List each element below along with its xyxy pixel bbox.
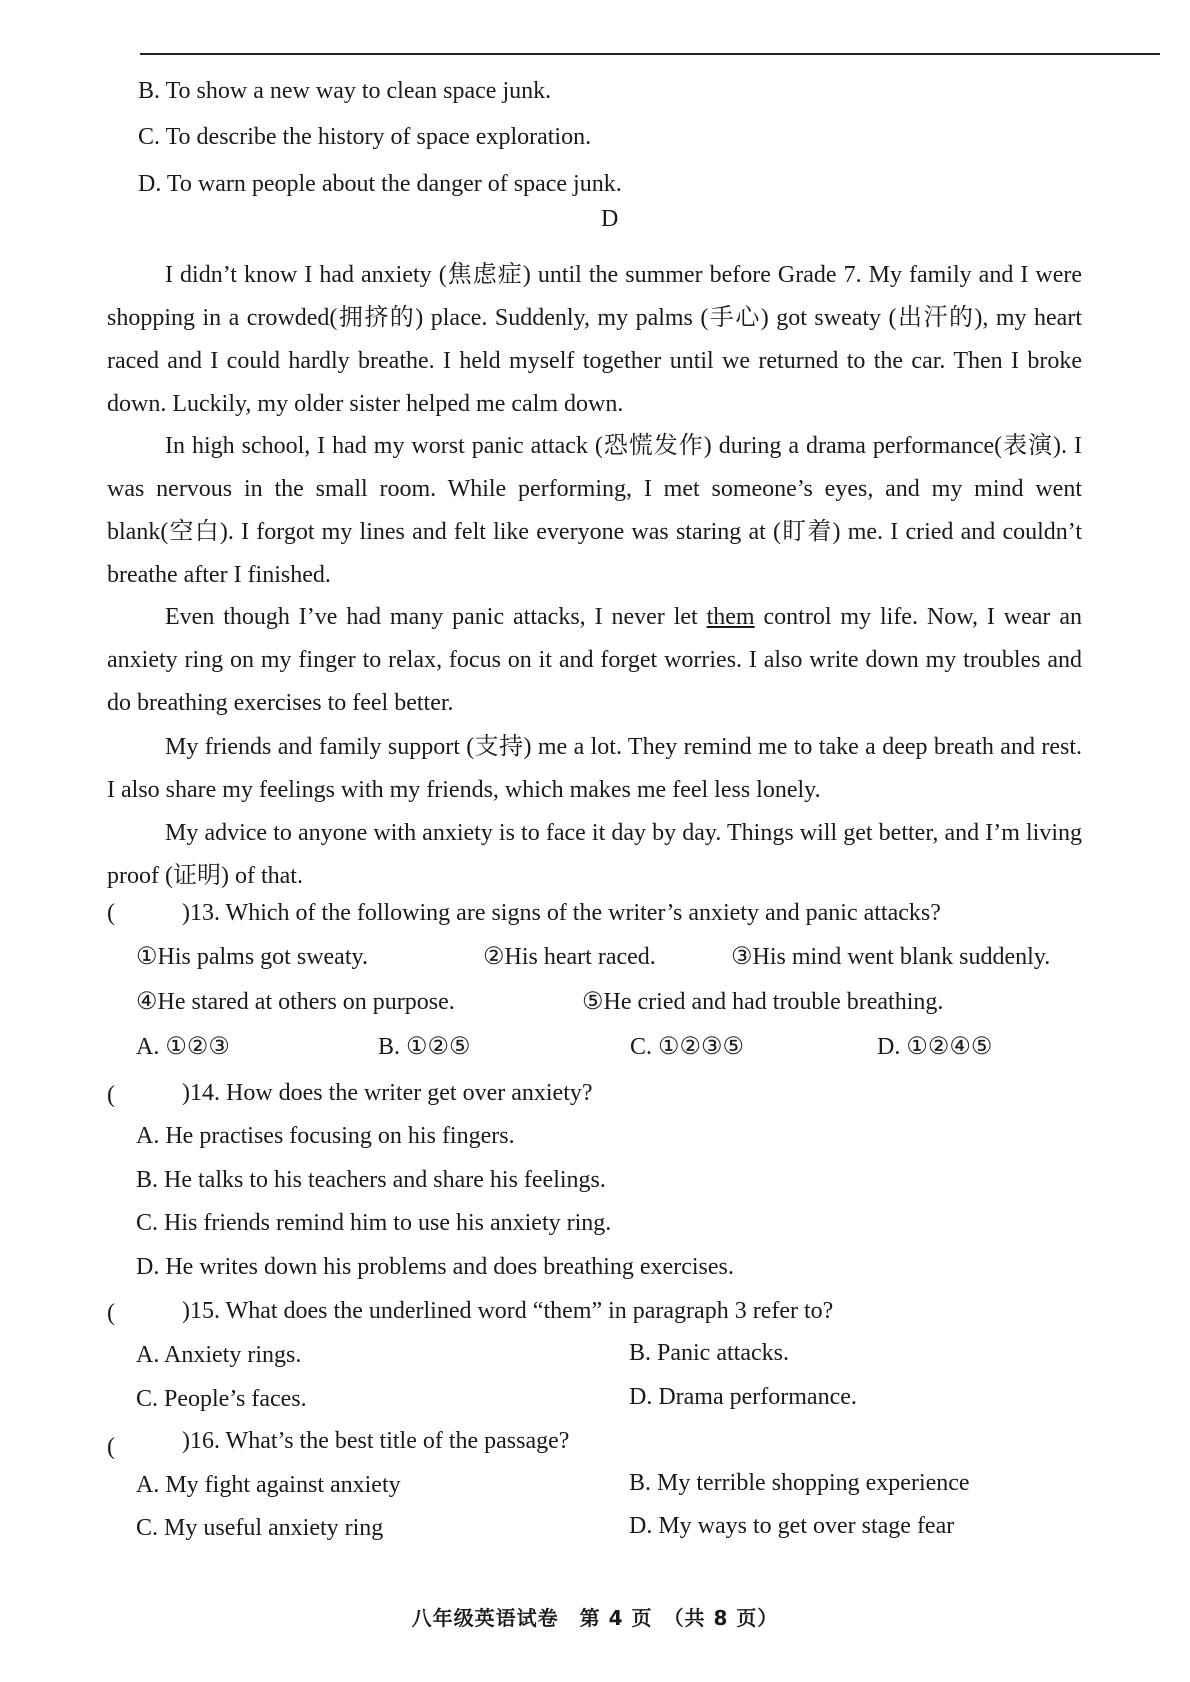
passage-paragraph-4: My friends and family support (支持) me a lot. They remind me to take a deep breath and rest. I also share my feelings with my friends, which makes me feel less lonely.: [107, 734, 1082, 803]
prev-option-d: D. To warn people about the danger of space junk.: [138, 171, 622, 197]
q16-option-a[interactable]: A. My fight against anxiety: [136, 1472, 401, 1498]
q14-option-d[interactable]: D. He writes down his problems and does breathing exercises.: [136, 1254, 734, 1280]
q13-option-a[interactable]: A. ①②③: [136, 1034, 230, 1060]
q13-item-1: ①His palms got sweaty.: [136, 944, 368, 970]
q13-option-d[interactable]: D. ①②④⑤: [877, 1034, 993, 1060]
answer-blank-15[interactable]: (: [107, 1300, 115, 1326]
q16-option-b[interactable]: B. My terrible shopping experience: [629, 1470, 970, 1496]
q15-option-d[interactable]: D. Drama performance.: [629, 1384, 857, 1410]
prev-option-c: C. To describe the history of space exploration.: [138, 124, 592, 150]
passage-paragraph-5: My advice to anyone with anxiety is to face it day by day. Things will get better, and I’m living proof (证明) of that.: [107, 820, 1082, 889]
q13-item-5: ⑤He cried and had trouble breathing.: [582, 989, 944, 1015]
question-13-stem: )13. Which of the following are signs of the writer’s anxiety and panic attacks?: [182, 900, 941, 926]
passage-paragraph-3: Even though I’ve had many panic attacks, I never let them control my life. Now, I wear an anxiety ring on my finger to relax, focus on it and forget worries. I also write down my troubles and do breathing exercises to feel better.: [107, 604, 1082, 716]
prev-option-b: B. To show a new way to clean space junk.: [138, 78, 552, 104]
question-15-stem: )15. What does the underlined word “them” in paragraph 3 refer to?: [182, 1298, 834, 1324]
page-footer: 八年级英语试卷 第 4 页 （共 8 页）: [411, 1606, 779, 1630]
answer-blank-16[interactable]: (: [107, 1434, 115, 1460]
question-16-stem: )16. What’s the best title of the passage?: [182, 1428, 570, 1454]
q14-option-a[interactable]: A. He practises focusing on his fingers.: [136, 1123, 515, 1149]
passage-paragraph-1: I didn’t know I had anxiety (焦虑症) until the summer before Grade 7. My family and I were shopping in a crowded(拥挤的) place. Suddenly, my palms (手心) got sweaty (出汗的), my heart raced and I could hardly breathe. I held myself together until we returned to the car. Then I broke down. Luckily, my older sister helped me calm down.: [107, 262, 1082, 417]
q13-item-3: ③His mind went blank suddenly.: [731, 944, 1051, 970]
q13-option-b[interactable]: B. ①②⑤: [378, 1034, 471, 1060]
answer-blank-14[interactable]: (: [107, 1082, 115, 1108]
q13-item-2: ②His heart raced.: [483, 944, 656, 970]
q14-option-c[interactable]: C. His friends remind him to use his anxiety ring.: [136, 1210, 612, 1236]
q14-option-b[interactable]: B. He talks to his teachers and share his feelings.: [136, 1167, 606, 1193]
q16-option-d[interactable]: D. My ways to get over stage fear: [629, 1513, 955, 1539]
question-14-stem: )14. How does the writer get over anxiety?: [182, 1080, 593, 1106]
q13-option-c[interactable]: C. ①②③⑤: [630, 1034, 745, 1060]
q15-option-b[interactable]: B. Panic attacks.: [629, 1340, 789, 1366]
answer-blank-13[interactable]: (: [107, 900, 115, 926]
section-letter: D: [601, 206, 619, 232]
q13-item-4: ④He stared at others on purpose.: [136, 989, 455, 1015]
q16-option-c[interactable]: C. My useful anxiety ring: [136, 1515, 384, 1541]
q15-option-c[interactable]: C. People’s faces.: [136, 1386, 307, 1412]
passage-paragraph-2: In high school, I had my worst panic attack (恐慌发作) during a drama performance(表演). I was nervous in the small room. While performing, I met someone’s eyes, and my mind went blank(空白). I forgot my lines and felt like everyone was staring at (盯着) me. I cried and couldn’t breathe after I finished.: [107, 433, 1082, 588]
underlined-word: them: [706, 604, 755, 630]
q15-option-a[interactable]: A. Anxiety rings.: [136, 1342, 302, 1368]
top-rule: [140, 53, 1160, 55]
